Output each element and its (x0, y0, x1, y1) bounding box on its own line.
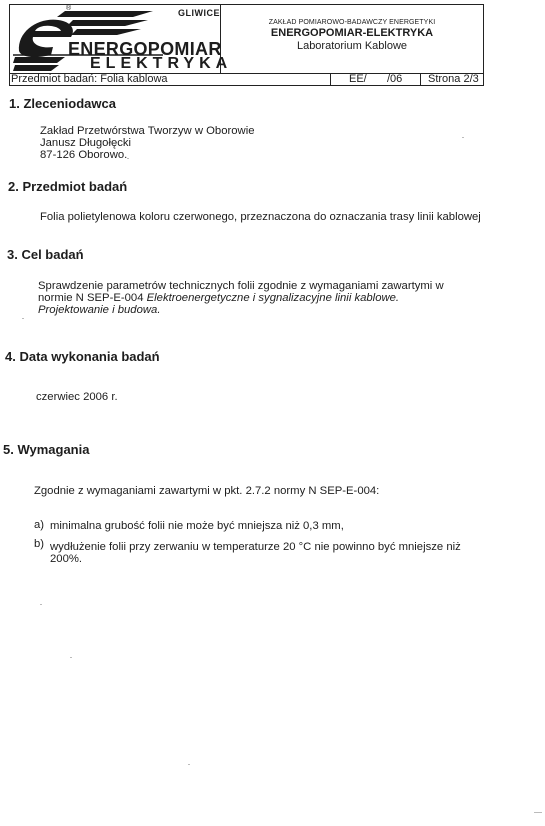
section-1-title: 1. Zleceniodawca (9, 96, 116, 111)
client-address: 87-126 Oborowo. (40, 149, 128, 161)
scan-speck (70, 657, 72, 658)
requirement-b-label: b) (34, 538, 45, 550)
requirement-a-label: a) (34, 519, 45, 531)
scan-speck (40, 604, 42, 605)
requirement-a-text: minimalna grubość folii nie może być mniejsza niż 0,3 mm, (50, 520, 344, 532)
company-logo (10, 5, 233, 73)
section-2-title: 2. Przedmiot badań (8, 179, 128, 194)
purpose-norm: normie N SEP-E-004 (38, 292, 147, 304)
scan-speck (188, 764, 190, 765)
requirement-b-line1: wydłużenie folii przy zerwaniu w temperaturze 20 °C nie powinno być mniejsze niż (50, 541, 461, 553)
doc-number-prefix: EE/ (349, 73, 367, 85)
org-name: ENERGOPOMIAR-ELEKTRYKA (270, 27, 434, 39)
document-header (9, 4, 484, 86)
organization-block (221, 5, 483, 73)
purpose-norm-title: Elektroenergetyczne i sygnalizacyjne linii kablowe. (146, 292, 400, 304)
section-3-title: 3. Cel badań (7, 247, 84, 262)
section-5-title: 5. Wymagania (3, 442, 90, 457)
header-info-row (10, 73, 483, 86)
doc-number-suffix: /06 (387, 73, 403, 85)
purpose-line3: Projektowanie i budowa. (38, 304, 161, 316)
requirement-b-line2: 200%. (50, 553, 83, 565)
purpose-line2 (38, 292, 444, 304)
client-person: Janusz Długołęcki (40, 137, 132, 149)
scan-speck (22, 318, 24, 319)
section-4-title: 4. Data wykonania badań (5, 349, 160, 364)
section-3-body (38, 280, 444, 316)
logo-name-line1: ENERGOPOMIAR (68, 39, 222, 59)
scan-speck (127, 158, 129, 159)
test-subject: Przedmiot badań: Folia kablowa (11, 73, 168, 85)
registered-mark: ® (66, 5, 72, 12)
org-line1: ZAKŁAD POMIAROWO-BADAWCZY ENERGETYKI (268, 19, 436, 26)
org-laboratory: Laboratorium Kablowe (296, 40, 408, 52)
scan-speck (462, 137, 464, 138)
section-1-body (40, 125, 255, 161)
page-number: Strona 2/3 (428, 73, 479, 85)
requirement-b-text (50, 541, 461, 565)
scan-speck (534, 812, 542, 813)
client-company: Zakład Przetwórstwa Tworzyw w Oborowie (40, 125, 255, 137)
logo-name-line2: ELEKTRYKA (90, 55, 233, 72)
section-2-body: Folia polietylenowa koloru czerwonego, przeznaczona do oznaczania trasy linii kablowej (40, 211, 481, 223)
document-number (330, 74, 421, 86)
purpose-line1: Sprawdzenie parametrów technicznych folii zgodnie z wymaganiami zawartymi w (38, 280, 444, 292)
test-date: czerwiec 2006 r. (36, 391, 118, 403)
logo-city: GLIWICE (178, 8, 220, 18)
requirements-intro: Zgodnie z wymaganiami zawartymi w pkt. 2.7.2 normy N SEP-E-004: (34, 485, 380, 497)
